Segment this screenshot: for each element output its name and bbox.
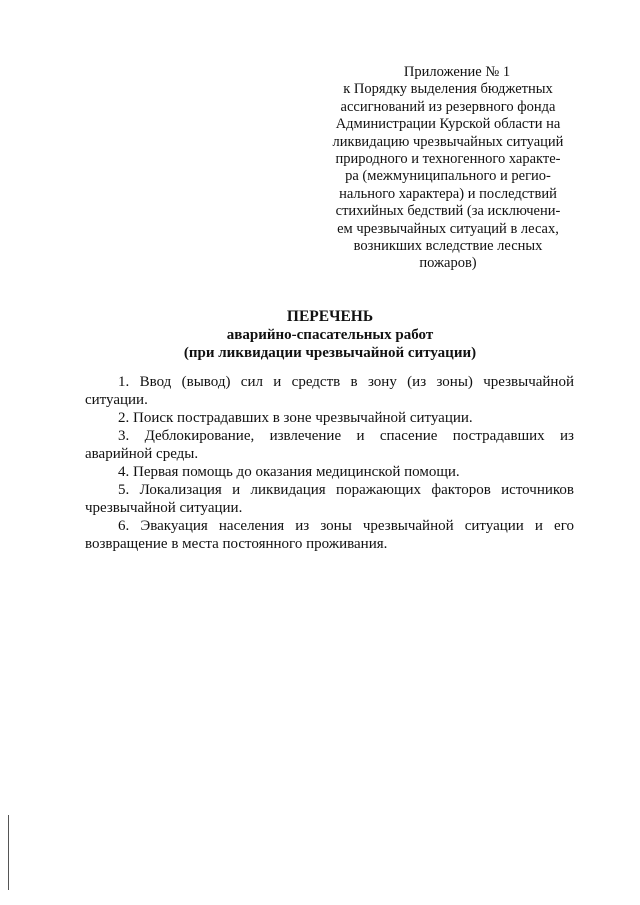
appendix-line: ликвидацию чрезвычайных ситуаций [332,133,564,150]
appendix-line: ем чрезвычайных ситуаций в лесах, [337,220,559,237]
appendix-line: стихийных бедствий (за исключени- [335,203,561,220]
list-item: 4. Первая помощь до оказания медицинской помощи. [118,464,460,480]
work-list [85,373,574,553]
list-item: 6. Эвакуация населения из зоны чрезвычайной ситуации и его возвращение в места постоянного проживания. [85,518,574,552]
appendix-line: Администрации Курской области на [335,116,561,133]
appendix-line: ассигнований из резервного фонда [340,98,556,115]
list-item: 5. Локализация и ликвидация поражающих факторов источников чрезвычайной ситуации. [85,482,574,516]
appendix-number: Приложение № 1 [403,64,511,80]
appendix-line: природного и техногенного характе- [335,151,561,168]
document-subtitle-note: (при ликвидации чрезвычайной ситуации) [183,345,477,361]
appendix-line: пожаров) [419,255,477,272]
appendix-line: возникших вследствие лесных [353,238,543,255]
document-heading [0,308,640,362]
document-title: ПЕРЕЧЕНЬ [286,308,374,325]
list-item: 3. Деблокирование, извлечение и спасение пострадавших из аварийной среды. [85,428,574,462]
list-item: 1. Ввод (вывод) сил и средств в зону (из зоны) чрезвычайной ситуации. [85,374,574,408]
appendix-line: ра (межмуниципального и регио- [345,168,551,185]
list-item: 2. Поиск пострадавших в зоне чрезвычайной ситуации. [118,410,473,426]
appendix-line: нального характера) и последствий [339,185,557,202]
appendix-line: к Порядку выделения бюджетных [343,81,553,98]
scan-edge-line [8,815,9,890]
document-subtitle: аварийно-спасательных работ [226,327,434,343]
appendix-block [318,64,578,273]
